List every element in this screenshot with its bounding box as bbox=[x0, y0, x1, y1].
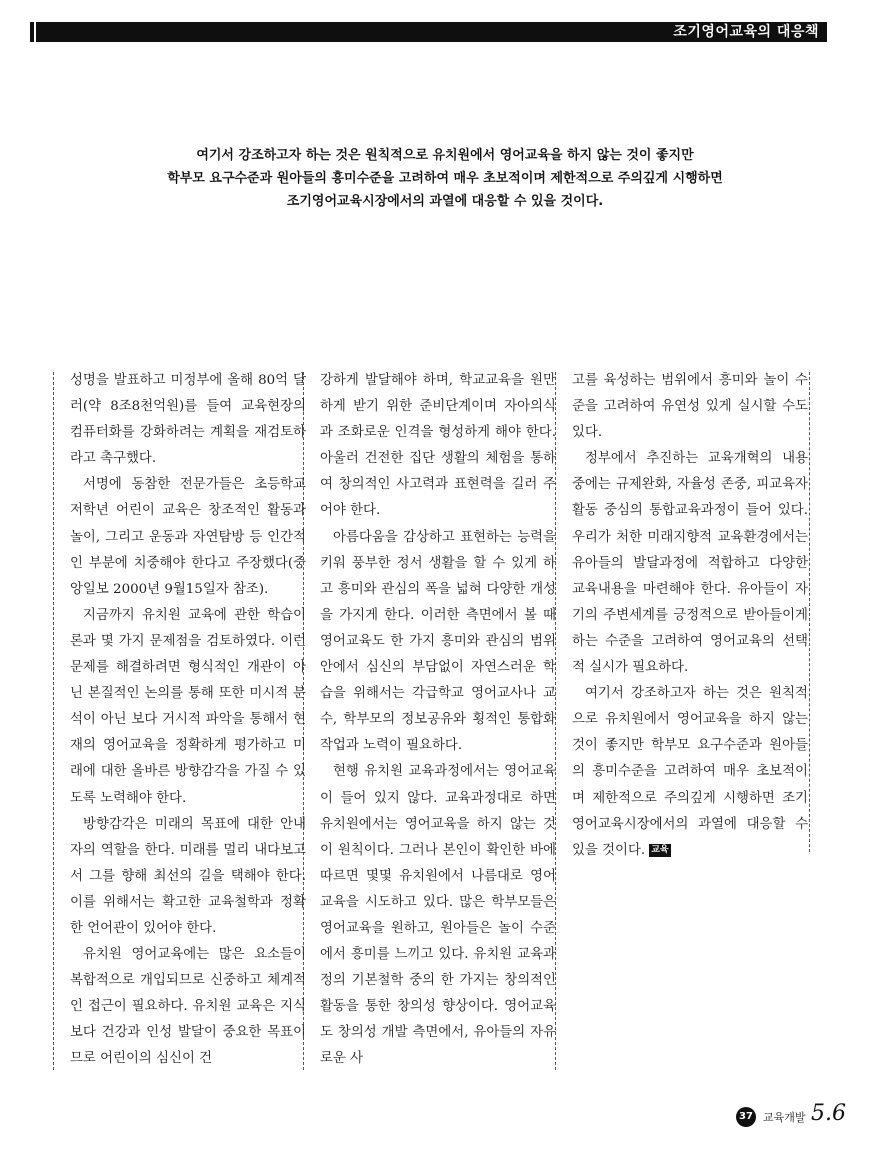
section-title: 조기영어교육의 대응책 bbox=[673, 24, 819, 40]
issue-number: 5.6 bbox=[811, 1101, 846, 1126]
paragraph: 강하게 발달해야 하며, 학교교육을 원만하게 받기 위한 준비단계이며 자아의식과 조화로운 인격을 형성하게 해야 한다. 아울러 건전한 집단 생활의 체험을 통하여 창의적인 사고력과 표현력을 길러 주어야 한다. bbox=[320, 373, 556, 519]
end-mark-icon: 교육 bbox=[651, 844, 669, 855]
paragraph: 성명을 발표하고 미정부에 올해 80억 달러(약 8조8천억원)를 들여 교육현장의 컴퓨터화를 강화하려는 계획을 재검토하라고 촉구했다. bbox=[70, 373, 306, 467]
paragraph: 고를 육성하는 범위에서 흥미와 놀이 수준을 고려하여 유연성 있게 실시할 수도 있다. bbox=[572, 373, 808, 441]
pull-quote-line: 여기서 강조하고자 하는 것은 원칙적으로 유치원에서 영어교육을 하지 않는 것이 좋지만 bbox=[196, 148, 694, 163]
column-divider bbox=[809, 372, 810, 852]
paragraph: 현행 유치원 교육과정에서는 영어교육이 들어 있지 않다. 교육과정대로 하면 유치원에서는 영어교육을 하지 않는 것이 원칙이다. 그러나 본인이 확인한 바에 따르면 몇몇 유치원에서 나름대로 영어교육을 시도하고 있다. 많은 학부모들은 영어교육을 원하고, 원아들은 놀이 수준에서 흥미를 느끼고 있다. 유치원 교육과정의 기본철학 중의 한 가지는 창의적인 활동을 통한 창의성 향상이다. 영어교육도 창의성 개발 측면에서, 유아들의 자유로운 사 bbox=[320, 764, 556, 1067]
body-column-2 bbox=[320, 368, 556, 1073]
paragraph: 지금까지 유치원 교육에 관한 학습이론과 몇 가지 문제점을 검토하였다. 이런 문제를 해결하려면 형식적인 개관이 아닌 본질적인 논의를 통해 또한 미시적 분석이 아닌 보다 거시적 파악을 통해서 현재의 영어교육을 정확하게 평가하고 미래에 대한 올바른 방향감각을 가질 수 있도록 노력해야 한다. bbox=[70, 607, 306, 806]
paragraph bbox=[572, 681, 808, 864]
pull-quote bbox=[60, 144, 830, 213]
page-number: 37 bbox=[736, 1107, 756, 1127]
paragraph: 정부에서 추진하는 교육개혁의 내용 중에는 규제완화, 자율성 존중, 피교육자 활동 중심의 통합교육과정이 들어 있다. 우리가 처한 미래지향적 교육환경에서는 유아들의 발달과정에 적합하고 다양한 교육내용을 마련해야 한다. 유아들이 자기의 주변세계를 긍정적으로 받아들이게 하는 수준을 고려하여 영어교육의 선택적 실시가 필요하다. bbox=[572, 451, 808, 676]
header-bar-notch bbox=[34, 22, 36, 42]
pull-quote-line: 학부모 요구수준과 원아들의 흥미수준을 고려하여 매우 초보적이며 제한적으로 주의깊게 시행하면 bbox=[167, 171, 723, 186]
paragraph: 방향감각은 미래의 목표에 대한 안내자의 역할을 한다. 미래를 멀리 내다보고서 그를 향해 최선의 길을 택해야 한다. 이를 위해서는 확고한 교육철학과 정확한 언어관이 있어야 한다. bbox=[70, 816, 306, 936]
paragraph: 서명에 동참한 전문가들은 초등학교 저학년 어린이 교육은 창조적인 활동과 놀이, 그리고 운동과 자연탐방 등 인간적인 부분에 치중해야 한다고 주장했다(중앙일보 2000년 9월15일자 참조). bbox=[70, 477, 306, 597]
body-column-1 bbox=[70, 368, 306, 1073]
header-bar bbox=[30, 22, 827, 42]
pull-quote-line: 조기영어교육시장에서의 과열에 대응할 수 있을 것이다. bbox=[286, 194, 604, 209]
body-column-3 bbox=[572, 368, 808, 864]
column-divider bbox=[53, 372, 54, 1070]
paragraph-text: 여기서 강조하고자 하는 것은 원칙적으로 유치원에서 영어교육을 하지 않는 것이 좋지만 학부모 요구수준과 원아들의 흥미수준을 고려하여 매우 초보적이며 제한적으로 주의깊게 시행하면 조기영어교육시장에서의 과열에 대응할 수 있을 것이다. bbox=[572, 686, 808, 858]
paragraph: 유치원 영어교육에는 많은 요소들이 복합적으로 개입되므로 신중하고 체계적인 접근이 필요하다. 유치원 교육은 지식보다 건강과 인성 발달이 중요한 목표이므로 어린이의 심신이 건 bbox=[70, 947, 306, 1067]
paragraph: 아름다움을 감상하고 표현하는 능력을 키워 풍부한 정서 생활을 할 수 있게 하고 흥미와 관심의 폭을 넓혀 다양한 개성을 가지게 한다. 이러한 측면에서 볼 때 영어교육도 한 가지 흥미와 관심의 범위 안에서 심신의 부담없이 자연스러운 학습을 위해서는 각급학교 영어교사나 교수, 학부모의 정보공유와 횡적인 통합화 작업과 노력이 필요하다. bbox=[320, 529, 556, 754]
magazine-name: 교육개발 bbox=[763, 1111, 806, 1124]
